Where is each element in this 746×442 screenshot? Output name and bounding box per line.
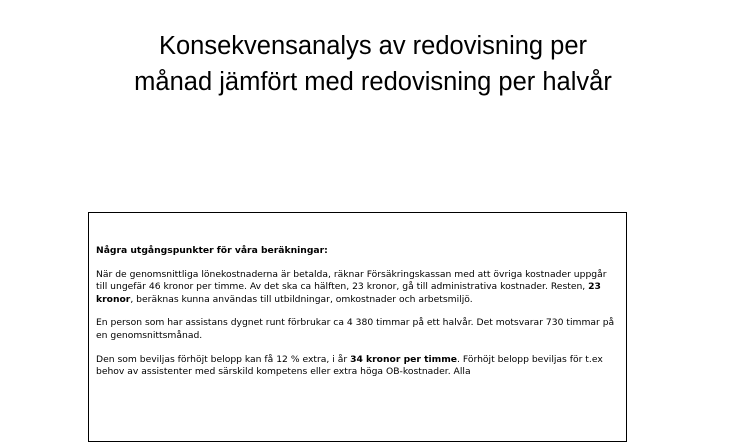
paragraph-increased-amount-text-2: . Förhöjt belopp beviljas för t.ex behov av assistenter med särskild kompetens eller extra höga OB-kostnader. Alla — [96, 353, 603, 378]
box-heading: Några utgångspunkter för våra beräkningar: — [96, 245, 328, 256]
paragraph-increased-amount-bold: 34 kronor per timme — [350, 353, 458, 365]
paragraph-cost-breakdown — [96, 269, 619, 307]
document-title-line-2: månad jämfört med redovisning per halvår — [134, 68, 612, 96]
paragraph-hours: En person som har assistans dygnet runt förbrukar ca 4 380 timmar på ett halvår. Det motsvarar 730 timmar på en genomsnittsmånad. — [96, 317, 615, 341]
paragraph-cost-breakdown-text-1: När de genomsnittliga lönekostnaderna är betalda, räknar Försäkringskassan med att övriga kostnader uppgår till ungefär 46 kronor per timme. Av det ska ca hälften, 23 kronor, gå till administrativa kostnader. Resten, — [96, 268, 607, 293]
paragraph-increased-amount-text-1: Den som beviljas förhöjt belopp kan få 12 % extra, i år — [96, 353, 351, 365]
document-title-line-1: Konsekvensanalys av redovisning per — [158, 32, 588, 60]
paragraph-cost-breakdown-bold: 23 kronor — [96, 281, 601, 305]
document-title — [0, 28, 746, 100]
paragraph-increased-amount — [96, 354, 619, 379]
calculation-assumptions-box — [88, 212, 627, 442]
paragraph-cost-breakdown-text-2: , beräknas kunna användas till utbildningar, omkostnader och arbetsmiljö. — [130, 293, 473, 305]
